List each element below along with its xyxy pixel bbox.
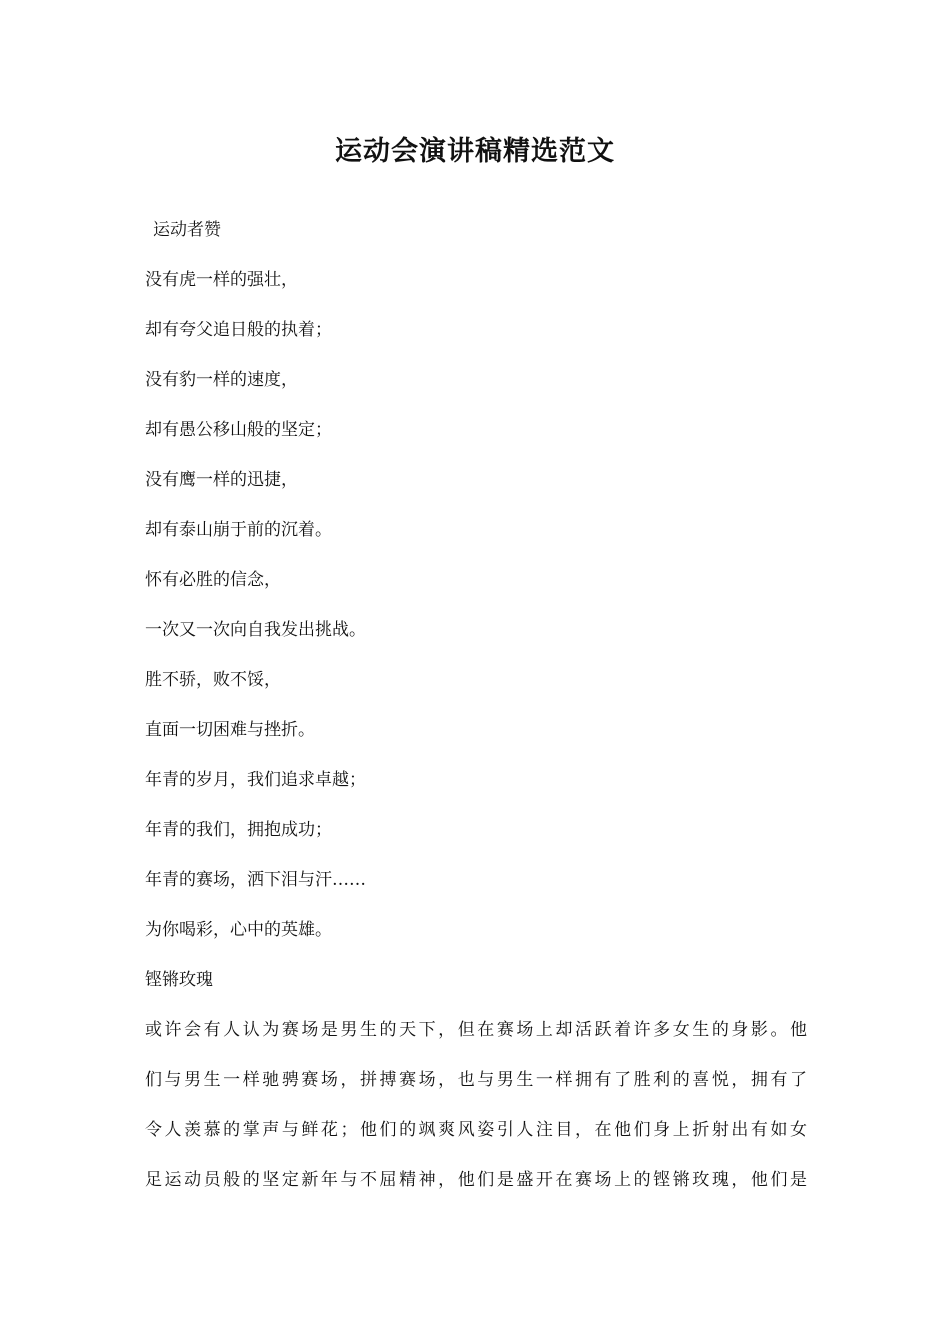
poem-line: 年青的岁月，我们追求卓越；	[145, 770, 366, 790]
poem-line: 没有豹一样的速度，	[145, 370, 298, 390]
poem-line: 年青的赛场，洒下泪与汗……	[145, 870, 366, 890]
poem-line: 年青的我们，拥抱成功；	[145, 820, 332, 840]
poem-subtitle: 运动者赞	[153, 220, 221, 240]
poem-line: 没有鹰一样的迅捷，	[145, 470, 298, 490]
prose-line: 足运动员般的坚定新年与不屈精神，他们是盛开在赛场上的铿锵玫瑰，他们是	[145, 1170, 807, 1190]
poem-line: 怀有必胜的信念，	[145, 570, 281, 590]
poem-line: 直面一切困难与挫折。	[145, 720, 315, 740]
document-title: 运动会演讲稿精选范文	[335, 136, 615, 167]
poem-line: 为你喝彩，心中的英雄。	[145, 920, 332, 940]
poem-line: 却有愚公移山般的坚定；	[145, 420, 332, 440]
poem-line: 没有虎一样的强壮，	[145, 270, 298, 290]
prose-line: 令人羡慕的掌声与鲜花；他们的飒爽风姿引人注目，在他们身上折射出有如女	[145, 1120, 807, 1140]
prose-paragraph	[145, 1005, 807, 1205]
poem-line: 一次又一次向自我发出挑战。	[145, 620, 366, 640]
poem-lines	[145, 205, 815, 1005]
poem-line: 胜不骄，败不馁，	[145, 670, 281, 690]
poem-line: 却有夸父追日般的执着；	[145, 320, 332, 340]
section-heading: 铿锵玫瑰	[145, 970, 213, 990]
prose-line: 们与男生一样驰骋赛场，拼搏赛场，也与男生一样拥有了胜利的喜悦，拥有了	[145, 1070, 807, 1090]
poem-line: 却有泰山崩于前的沉着。	[145, 520, 332, 540]
prose-line: 或许会有人认为赛场是男生的天下，但在赛场上却活跃着许多女生的身影。他	[145, 1020, 807, 1040]
